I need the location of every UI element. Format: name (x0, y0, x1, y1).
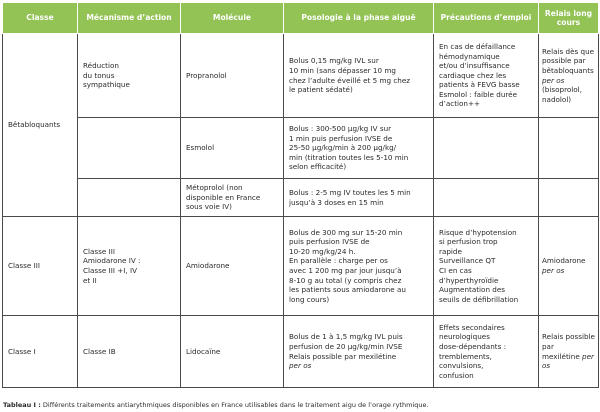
cell-relais (539, 316, 599, 388)
relais-per-os: per os (542, 75, 565, 85)
relais-text: Amiodarone (542, 256, 586, 266)
header-classe: Classe (3, 3, 78, 34)
cell-mecanisme: Classe III Amiodarone IV : Classe III +I, IV et II (78, 217, 181, 316)
table-row (3, 118, 599, 179)
cell-relais (539, 118, 599, 179)
cell-molecule: Amiodarone (181, 217, 284, 316)
cell-molecule: Métoprolol (non disponible en France sous voie IV) (181, 179, 284, 217)
cell-classe: Bêtabloquants (3, 34, 78, 217)
cell-molecule: Propranolol (181, 34, 284, 118)
cell-molecule: Lidocaïne (181, 316, 284, 388)
cell-mecanisme (78, 118, 181, 179)
cell-precautions (434, 118, 539, 179)
posologie-text: Bolus de 1 à 1,5 mg/kg IVL puis perfusion de 20 µg/kg/min IVSE Relais possible par mexilétine (289, 332, 403, 361)
table-header-row (3, 3, 599, 34)
cell-relais (539, 179, 599, 217)
cell-relais (539, 217, 599, 316)
cell-posologie: Bolus 0,15 mg/kg IVL sur 10 min (sans dépasser 10 mg chez l’adulte éveillé et 5 mg chez le patient sédaté) (284, 34, 434, 118)
antiarrhythmic-table (2, 2, 599, 388)
cell-posologie: Bolus : 2-5 mg IV toutes les 5 min jusqu’à 3 doses en 15 min (284, 179, 434, 217)
cell-posologie (284, 316, 434, 388)
posologie-per-os: per os (289, 361, 312, 371)
header-molecule: Molécule (181, 3, 284, 34)
cell-precautions: En cas de défaillance hémodynamique et/ou d’insuffisance cardiaque chez les patients à FEVG basse Esmolol : faible durée d’action++ (434, 34, 539, 118)
relais-per-os: per os (542, 266, 565, 275)
table-row (3, 217, 599, 316)
header-precautions: Précautions d’emploi (434, 3, 539, 34)
cell-molecule: Esmolol (181, 118, 284, 179)
header-posologie: Posologie à la phase aiguë (284, 3, 434, 34)
cell-mecanisme (78, 179, 181, 217)
cell-classe: Classe III (3, 217, 78, 316)
cell-mecanisme: Classe IB (78, 316, 181, 388)
caption-text: Différents traitements antiarythmiques disponibles en France utilisables dans le traitement aigu de l’orage rythmique. (40, 401, 429, 409)
cell-precautions: Risque d’hypotension si perfusion trop rapide Surveillance QT CI en cas d’hyperthyroïdie Augmentation des seuils de défibrillation (434, 217, 539, 316)
cell-mecanisme: Réduction du tonus sympathique (78, 34, 181, 118)
relais-text-2: (bisoprolol, nadolol) (542, 85, 582, 104)
table-caption (3, 401, 429, 409)
relais-text: Relais possible par mexilétine (542, 332, 595, 361)
cell-posologie: Bolus de 300 mg sur 15-20 min puis perfusion IVSE de 10-20 mg/kg/24 h. En parallèle : charge per os avec 1 200 mg par jour jusqu’à 8-10 g au total (y compris chez les patients sous amiodarone au long cours) (284, 217, 434, 316)
cell-precautions: Effets secondaires neurologiques dose-dépendants : tremblements, convulsions, confusion (434, 316, 539, 388)
cell-posologie: Bolus : 300-500 µg/kg IV sur 1 min puis perfusion IVSE de 25-50 µg/kg/min à 200 µg/kg/ min (titration toutes les 5-10 min selon efficacité) (284, 118, 434, 179)
header-relais: Relais long cours (539, 3, 599, 34)
caption-label: Tableau I : (3, 401, 41, 409)
cell-classe: Classe I (3, 316, 78, 388)
table-row (3, 316, 599, 388)
relais-text: Relais dès que possible par bêtabloquants (542, 46, 595, 75)
table-container (2, 2, 598, 388)
table-row (3, 179, 599, 217)
header-mecanisme: Mécanisme d’action (78, 3, 181, 34)
cell-relais (539, 34, 599, 118)
cell-precautions (434, 179, 539, 217)
table-row (3, 34, 599, 118)
relais-per-os: per os (542, 351, 594, 371)
